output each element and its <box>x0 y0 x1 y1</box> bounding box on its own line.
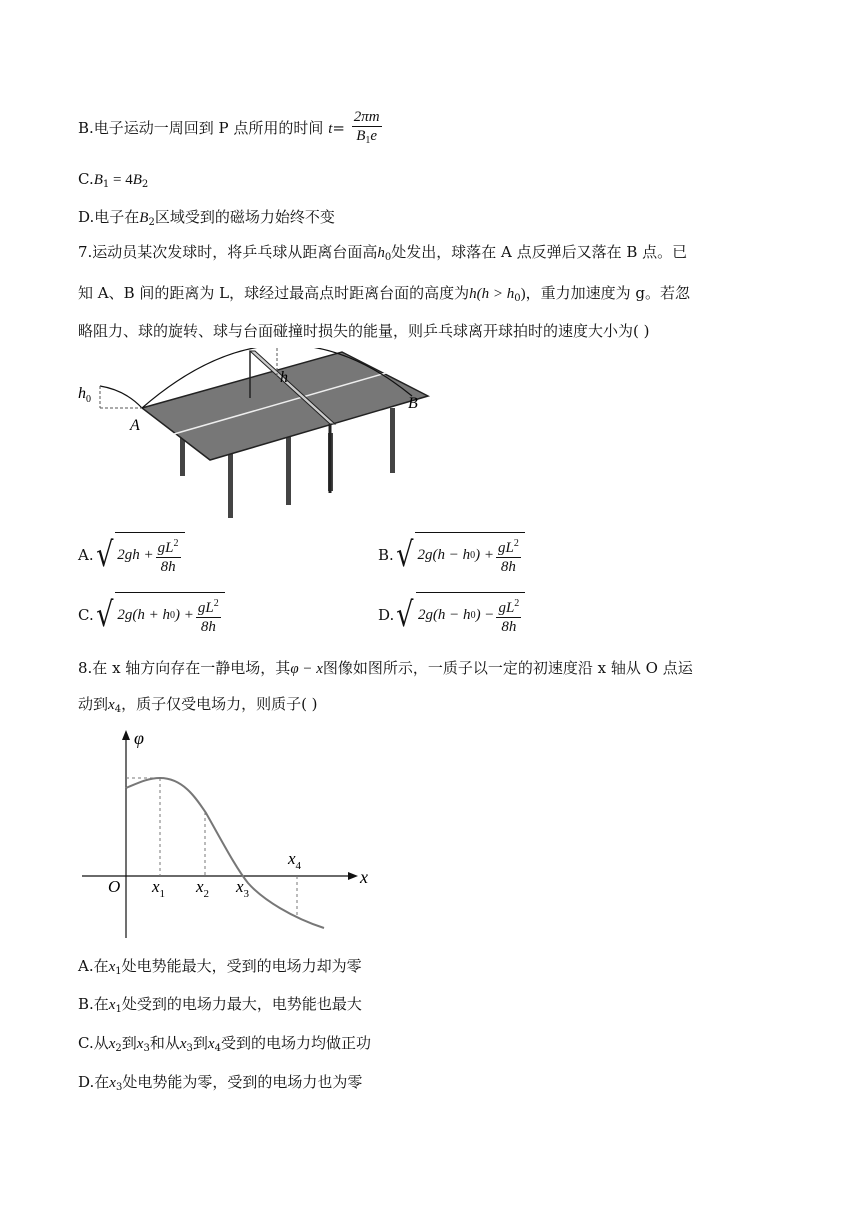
option-text: B.在 <box>78 995 109 1013</box>
expression-left-end: ) + <box>475 547 494 563</box>
subscript: 4 <box>114 704 122 715</box>
option-text: 到 <box>192 1034 208 1052</box>
x-axis-label: x <box>360 867 368 887</box>
subscript: 0 <box>470 610 476 621</box>
option-label: C. <box>78 170 94 188</box>
superscript: 2 <box>514 598 520 609</box>
var-b2: B <box>139 210 149 226</box>
subscript: 1 <box>115 1004 122 1015</box>
radical-sign: √ <box>95 535 114 575</box>
stem-text: 图像如图所示，一质子以一定的初速度沿 x 轴从 O 点运 <box>322 659 693 677</box>
fraction-numerator: gL <box>157 540 174 556</box>
var-b: B <box>356 128 366 144</box>
subscript: 2 <box>115 1043 122 1054</box>
option-text: 区域受到的磁场力始终不变 <box>154 208 335 226</box>
q6-option-b-text: B.电子运动一周回到 P 点所用的时间 <box>78 119 324 137</box>
option-text: 处电势能最大，受到的电场力却为零 <box>121 957 362 975</box>
option-label: C. <box>78 606 94 624</box>
subscript: 3 <box>143 1043 150 1054</box>
var-x3: x <box>136 1036 144 1052</box>
phi-x-graph <box>78 728 378 940</box>
option-text: 处电势能为零，受到的电场力也为零 <box>122 1073 363 1091</box>
fraction-denominator: 8h <box>501 619 517 635</box>
sqrt-expression <box>94 594 225 636</box>
label-h: h <box>280 369 288 386</box>
superscript: 2 <box>173 538 179 549</box>
var-x1: x <box>108 959 116 975</box>
x2-label: $x_2$ <box>196 877 210 900</box>
q7-stem-line-1 <box>78 241 687 263</box>
sqrt-expression <box>394 594 525 636</box>
phi-x: φ − x <box>290 661 323 677</box>
fraction-denominator: 8h <box>500 559 516 575</box>
subscript: 0 <box>170 610 176 621</box>
q6-option-c <box>78 170 148 190</box>
expression-left: 2gh + <box>117 547 154 563</box>
q7-option-b <box>378 534 525 576</box>
stem-text: ，重力加速度为 g。若忽 <box>525 284 690 302</box>
q8-stem-line-1 <box>78 657 693 678</box>
option-label: D. <box>378 606 395 624</box>
x1-label: $x_1$ <box>152 877 166 900</box>
equals-sign: = <box>332 119 345 137</box>
fraction-denominator <box>352 127 382 150</box>
option-text: A.在 <box>78 957 109 975</box>
subscript: 2 <box>148 217 155 228</box>
table-leg <box>180 438 185 476</box>
label-a: A <box>130 417 140 434</box>
expression-left-end: ) − <box>475 607 495 623</box>
x3-label: $x_3$ <box>236 877 250 900</box>
option-text: 到 <box>121 1034 137 1052</box>
var-t: t <box>328 121 333 137</box>
var-b1: B <box>93 172 103 188</box>
stem-text: 处发出，球落在 A 点反弹后又落在 B 点。已 <box>391 243 688 261</box>
radical-sign: √ <box>396 595 414 635</box>
var-x4: x <box>207 1036 215 1052</box>
subscript: 0 <box>384 252 392 263</box>
superscript: 2 <box>213 598 219 609</box>
radical-sign: √ <box>395 535 414 575</box>
subscript: 0 <box>514 293 521 304</box>
y-axis-arrow <box>122 730 130 740</box>
label-h0: $h_0$ <box>78 385 91 405</box>
serve-trajectory <box>100 386 142 408</box>
stem-text: 8.在 x 轴方向存在一静电场，其 <box>78 659 291 677</box>
equation-text: = 4 <box>109 172 133 188</box>
expression-left: 2g(h + h <box>117 607 171 623</box>
fraction-numerator: 2πm <box>353 109 380 125</box>
table-leg <box>390 408 395 473</box>
expression-left: 2g(h − h <box>417 547 471 563</box>
q8-option-d <box>78 1071 362 1093</box>
q6-option-d <box>78 206 335 228</box>
fraction-numerator: gL <box>497 540 514 556</box>
q8-option-c <box>78 1032 371 1054</box>
var-h: h <box>469 286 477 302</box>
superscript: 2 <box>513 538 519 549</box>
table-leg <box>228 448 233 518</box>
stem-text: 略阻力、球的旋转、球与台面碰撞时损失的能量，则乒乓球离开球拍时的速度大小为( ) <box>78 322 650 340</box>
subscript: 3 <box>186 1043 193 1054</box>
subscript: 1 <box>365 135 371 146</box>
option-text: D.在 <box>78 1073 110 1091</box>
q7-option-c <box>78 594 225 636</box>
fraction-numerator: gL <box>498 600 515 616</box>
subscript: 4 <box>214 1043 221 1054</box>
var-h0: h <box>377 245 385 261</box>
var-x1: x <box>108 997 116 1013</box>
condition-end: ) <box>520 286 526 302</box>
option-text: C.从 <box>78 1034 109 1052</box>
option-label: A. <box>78 546 94 564</box>
option-text: D.电子在 <box>78 208 140 226</box>
sqrt-expression <box>94 534 185 576</box>
fraction-denominator: 8h <box>200 619 216 635</box>
condition-text: (h > h <box>476 286 515 302</box>
fraction-denominator: 8h <box>160 559 176 575</box>
q7-stem-line-3 <box>78 320 649 341</box>
stem-text: 知 A、B 间的距离为 L，球经过最高点时距离台面的高度为 <box>78 284 470 302</box>
subscript: 1 <box>115 966 122 977</box>
stem-text: 7.运动员某次发球时，将乒乓球从距离台面高 <box>78 243 378 261</box>
q8-option-b <box>78 993 362 1015</box>
q8-stem-line-2 <box>78 693 318 715</box>
subscript: 2 <box>141 179 149 190</box>
q8-option-a <box>78 955 362 977</box>
var-x4: x <box>108 697 115 713</box>
expression-left: 2g(h − h <box>417 607 471 623</box>
option-text: 处受到的电场力最大，电势能也最大 <box>121 995 362 1013</box>
phi-label: φ <box>134 728 144 748</box>
x-axis-arrow <box>348 872 358 880</box>
option-text: 和从 <box>149 1034 180 1052</box>
table-leg <box>286 433 291 505</box>
q7-option-d <box>378 594 525 636</box>
q7-option-a <box>78 534 185 576</box>
expression-left-end: ) + <box>175 607 194 623</box>
option-text: 受到的电场力均做正功 <box>220 1034 371 1052</box>
var-b2: B <box>132 172 142 188</box>
var-x2: x <box>108 1036 116 1052</box>
subscript: 1 <box>102 179 110 190</box>
stem-text: ，质子仅受电场力，则质子( ) <box>121 695 318 713</box>
ping-pong-figure <box>70 348 440 523</box>
q7-stem-line-2 <box>78 282 690 304</box>
x4-label: $x_4$ <box>288 849 302 872</box>
stem-text: 动到 <box>78 695 109 713</box>
option-label: B. <box>378 546 394 564</box>
subscript: 0 <box>470 550 476 561</box>
subscript: 3 <box>115 1082 123 1093</box>
var-e: e <box>370 128 378 144</box>
origin-label: O <box>108 877 121 896</box>
sqrt-expression <box>394 534 525 576</box>
var-x3: x <box>179 1036 187 1052</box>
label-b: B <box>408 395 418 412</box>
q6-option-b <box>78 108 384 150</box>
fraction-numerator: gL <box>197 600 214 616</box>
radical-sign: √ <box>95 595 114 635</box>
fraction <box>352 108 382 150</box>
var-x3: x <box>109 1075 116 1091</box>
